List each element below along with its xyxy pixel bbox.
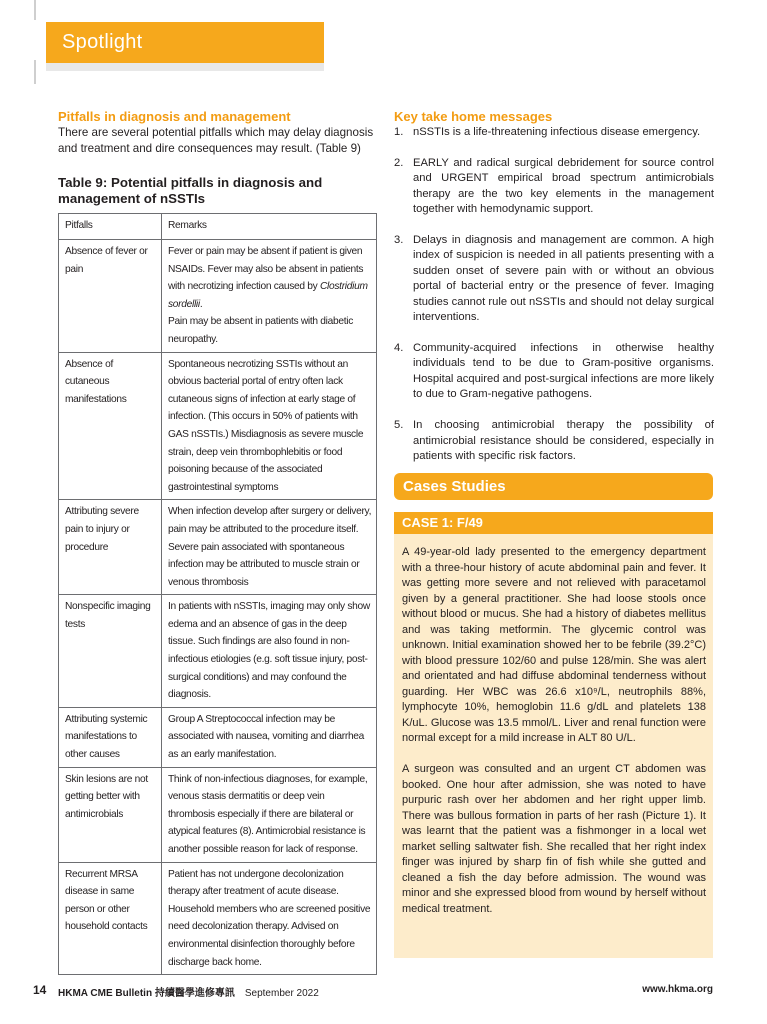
list-number: 2. xyxy=(394,156,404,169)
remark-text: Pain may be absent in patients with diabetic neuropathy. xyxy=(168,316,354,345)
list-text: EARLY and radical surgical debridement for source control and URGENT empirical broad spectrum antimicrobials therapy are the two key elements in the management together with hemodynamic support. xyxy=(413,156,714,216)
margin-rule-top xyxy=(34,0,36,20)
remark-cell: Group A Streptococcal infection may be associated with nausea, vomiting and diarrhea as an early manifestation. xyxy=(162,707,377,767)
list-item xyxy=(394,125,714,140)
table-row xyxy=(59,352,377,500)
pitfall-cell: Skin lesions are not getting better with antimicrobials xyxy=(59,767,162,862)
remark-text: . xyxy=(199,298,203,310)
margin-rule-side xyxy=(34,60,36,84)
column-header-remarks: Remarks xyxy=(162,214,377,240)
key-messages-heading: Key take home messages xyxy=(394,109,553,124)
list-text: In choosing antimicrobial therapy the possibility of antimicrobial resistance should be considered, especially in patients with specific risk factors. xyxy=(413,419,714,462)
pitfalls-intro: There are several potential pitfalls which may delay diagnosis and treatment and dire consequences may result. (Table 9) xyxy=(58,126,374,155)
case-paragraph: A surgeon was consulted and an urgent CT abdomen was booked. One hour after admission, she was noted to have purpuric rash over her abdomen and her right upper limb. There was bullous formation in parts of her rash (Picture 1). It was learnt that the patient was a fishmonger in a local wet market selling saltwater fish. She recalled that her right index finger was injured by sharp fin of fish while she gutted and cleaned a fish the day before admission. The wound was minor and she expressed blood from wound by herself without medical treatment. xyxy=(402,763,706,915)
table-row xyxy=(59,240,377,353)
table-title: Table 9: Potential pitfalls in diagnosis and management of nSSTIs xyxy=(58,175,323,206)
pitfall-cell: Attributing severe pain to injury or procedure xyxy=(59,500,162,595)
spotlight-tab-shadow xyxy=(46,63,324,71)
case-1-box xyxy=(394,512,713,958)
cases-studies-banner: Cases Studies xyxy=(394,473,713,500)
column-header-pitfalls: Pitfalls xyxy=(59,214,162,240)
pitfall-cell: Attributing systemic manifestations to other causes xyxy=(59,707,162,767)
pitfall-cell: Recurrent MRSA disease in same person or other household contacts xyxy=(59,862,162,975)
pitfalls-heading: Pitfalls in diagnosis and management xyxy=(58,109,291,124)
remark-cell: Spontaneous necrotizing SSTIs without an obvious bacterial portal of entry often lack cutaneous signs of infection at early stage of infection. (This occurs in 50% of patients with GAS nSSTIs.) Misdiagnosis as severe muscle strain, deep vein thrombophlebitis or food poisoning because of the associated gastrointestinal symptoms xyxy=(162,352,377,500)
list-number: 5. xyxy=(394,419,404,432)
remark-cell: When infection develop after surgery or delivery, pain may be attributed to the procedure itself. Severe pain associated with spontaneous infection may be attributed to muscle strain or venous thrombosis xyxy=(162,500,377,595)
table-row xyxy=(59,500,377,595)
pitfall-cell: Absence of fever or pain xyxy=(59,240,162,353)
table-row xyxy=(59,595,377,708)
table-header-row xyxy=(59,214,377,240)
case-paragraph: A 49-year-old lady presented to the emergency department with a three-hour history of acute abdominal pain and fever. It was getting more severe and not relieved with paracetamol given by a general practitioner. She had loose stools once without blood or mucus. She had a history of diabetes mellitus and was taking metformin. The glycemic control was unknown. Initial examination showed her to be febrile (39.2°C) with blood pressure 102/60 and pulse 128/min. She was alert and orientated and had diffuse abdominal tenderness without guarding. Her WBC was 26.6 x10⁹/L, neutrophils 88%, lymphocyte 10%, hemoglobin 11.6 g/dL and platelets 138 K/uL. Glucose was 13.5 mmol/L. Liver and renal function were normal except for a mild increase in ALT 80 U/L. xyxy=(402,546,706,744)
case-1-title: CASE 1: F/49 xyxy=(394,512,713,534)
publication-title: HKMA CME Bulletin 持續醫學進修專訊 xyxy=(58,988,235,999)
list-text: nSSTIs is a life-threatening infectious disease emergency. xyxy=(413,126,701,138)
list-item xyxy=(394,418,714,464)
table-row xyxy=(59,862,377,975)
table-row xyxy=(59,707,377,767)
remark-cell: Patient has not undergone decolonization therapy after treatment of acute disease. Household members who are screened positive need decolonization therapy. Advised on environmental disinfection thoroughly before discharge back home. xyxy=(162,862,377,975)
remark-text: Fever or pain may be absent if patient is given NSAIDs. Fever may also be absent in patients with necrotizing infection caused by xyxy=(168,246,364,293)
list-text: Community-acquired infections in otherwise healthy individuals tend to be due to Gram-positive organisms. Hospital acquired and post-surgical infections are more likely to due to Gram-negative pathogens. xyxy=(413,341,714,401)
case-1-body xyxy=(394,534,713,917)
table-row xyxy=(59,767,377,862)
list-number: 4. xyxy=(394,341,404,354)
website-link[interactable]: www.hkma.org xyxy=(642,984,713,995)
right-column xyxy=(394,108,714,480)
remark-cell: Think of non-infectious diagnoses, for example, venous stasis dermatitis or deep vein thrombosis especially if there are bilateral or atypical features (8). Antimicrobial resistance is another possible reason for lack of response. xyxy=(162,767,377,862)
remark-cell xyxy=(162,240,377,353)
pitfall-cell: Nonspecific imaging tests xyxy=(59,595,162,708)
list-item xyxy=(394,341,714,403)
list-text: Delays in diagnosis and management are common. A high index of suspicion is needed in all patients presenting with a sudden onset of severe pain with or without an obvious portal of bacterial entry or the presence of fever. Imaging studies cannot rule out nSSTIs and should not delay surgical interventions. xyxy=(413,234,714,324)
left-column xyxy=(58,108,378,975)
remark-organism: Clostridium sordellii xyxy=(168,281,368,310)
list-item xyxy=(394,233,714,325)
remark-cell: In patients with nSSTIs, imaging may only show edema and an absence of gas in the deep tissue. Such findings are also found in non-infectious etiologies (e.g. soft tissue injury, post-surgical conditions) and may confound the diagnosis. xyxy=(162,595,377,708)
page-number: 14 xyxy=(33,983,47,997)
spotlight-tab: Spotlight xyxy=(46,22,324,63)
list-number: 1. xyxy=(394,126,404,138)
list-item xyxy=(394,156,714,218)
list-number: 3. xyxy=(394,234,404,247)
key-messages-list xyxy=(394,125,714,464)
issue-date: September 2022 xyxy=(244,988,319,999)
publication-name xyxy=(58,984,319,999)
pitfalls-table xyxy=(58,213,377,975)
pitfall-cell: Absence of cutaneous manifestations xyxy=(59,352,162,500)
